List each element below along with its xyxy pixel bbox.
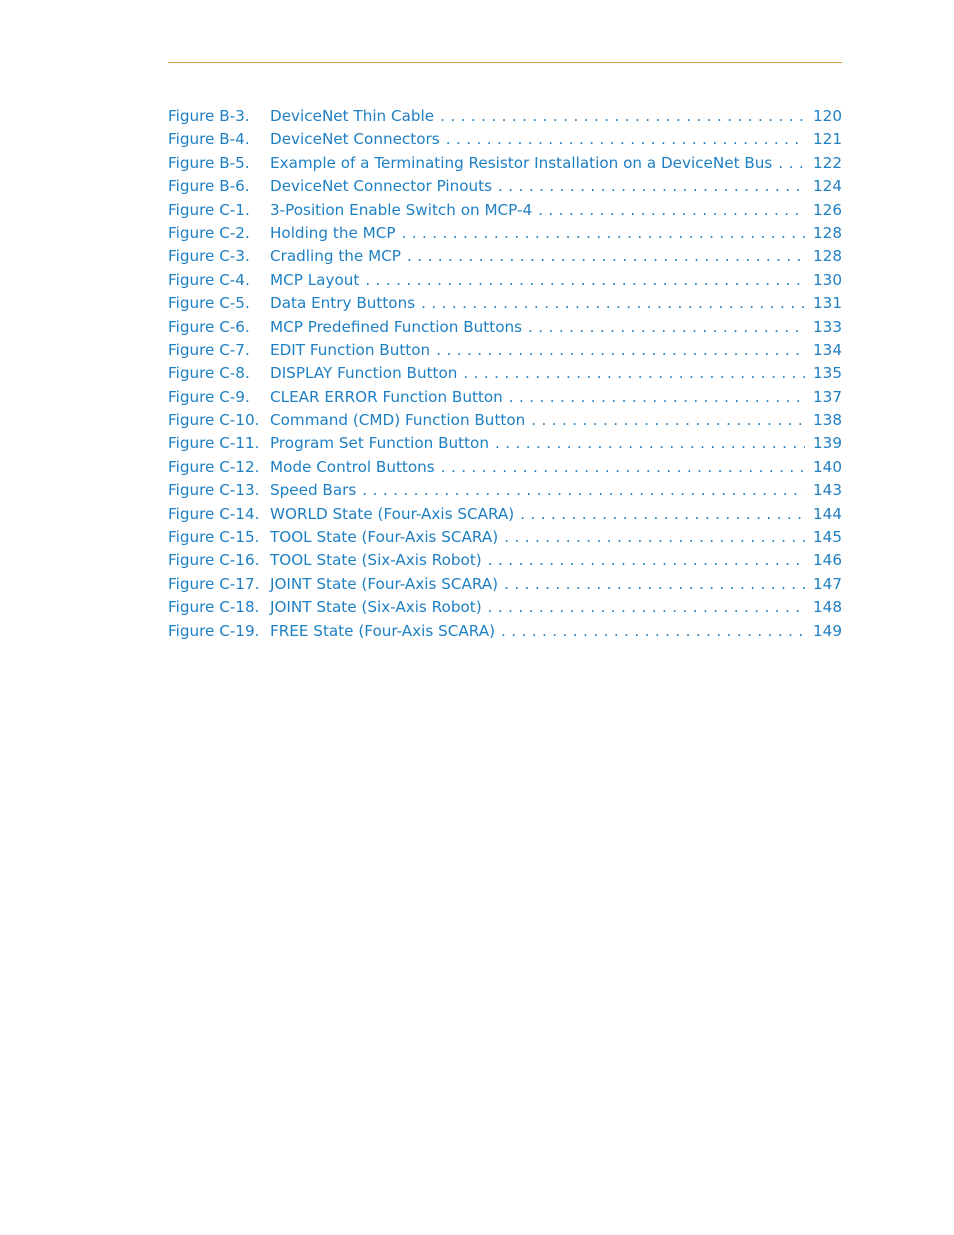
figure-entry-b-4[interactable] <box>168 128 842 151</box>
page-number: 124 <box>813 177 842 196</box>
figure-title: DeviceNet Thin Cable <box>270 107 435 125</box>
figure-number: Figure C-17. <box>168 574 260 593</box>
figure-entry-c-9[interactable] <box>168 386 842 409</box>
figure-title: Holding the MCP <box>270 223 396 242</box>
dot-leader <box>528 316 805 339</box>
figure-number: Figure C-7. <box>168 340 250 359</box>
figure-entry-c-15[interactable] <box>168 526 842 549</box>
figure-title: TOOL State (Four-Axis SCARA) <box>270 528 499 547</box>
figure-title: FREE State (Four-Axis SCARA) <box>270 621 496 640</box>
figure-entry-b-3[interactable] <box>168 105 842 128</box>
figure-number: Figure C-5. <box>168 294 250 313</box>
figure-number: Figure B-3. <box>168 107 250 125</box>
figure-number: Figure C-8. <box>168 364 250 383</box>
page-number: 145 <box>813 528 842 547</box>
dot-leader <box>463 362 805 385</box>
figure-title: Program Set Function Button <box>270 434 489 453</box>
figure-number: Figure C-1. <box>168 200 250 219</box>
list-of-figures <box>168 105 842 643</box>
figure-number: Figure B-6. <box>168 177 250 196</box>
figure-entry-b-6[interactable] <box>168 175 842 198</box>
dot-leader <box>488 596 805 619</box>
dot-leader <box>488 549 805 572</box>
figure-title: DeviceNet Connector Pinouts <box>270 177 493 196</box>
figure-number: Figure C-3. <box>168 247 250 266</box>
page-number: 135 <box>813 364 842 383</box>
page-number: 120 <box>813 107 842 125</box>
header-rule <box>168 62 842 63</box>
dot-leader <box>531 409 805 432</box>
page-number: 133 <box>813 317 842 336</box>
page-number: 148 <box>813 598 842 617</box>
page-number: 126 <box>813 200 842 219</box>
figure-title: MCP Layout <box>270 270 360 289</box>
figure-title: EDIT Function Button <box>270 340 431 359</box>
figure-entry-c-11[interactable] <box>168 432 842 455</box>
figure-number: Figure B-5. <box>168 153 250 172</box>
dot-leader <box>440 105 805 128</box>
figure-entry-b-5[interactable] <box>168 152 842 175</box>
figure-title: Data Entry Buttons <box>270 294 416 313</box>
page-number: 128 <box>813 247 842 266</box>
figure-entry-c-12[interactable] <box>168 456 842 479</box>
figure-number: Figure C-14. <box>168 504 260 523</box>
page-number: 122 <box>813 153 842 172</box>
figure-number: Figure C-6. <box>168 317 250 336</box>
page-number: 137 <box>813 387 842 406</box>
figure-number: Figure C-9. <box>168 387 250 406</box>
figure-title: Cradling the MCP <box>270 247 401 266</box>
figure-number: Figure C-2. <box>168 223 250 242</box>
dot-leader <box>520 503 805 526</box>
figure-entry-c-8[interactable] <box>168 362 842 385</box>
page-number: 146 <box>813 551 842 570</box>
figure-title: 3-Position Enable Switch on MCP-4 <box>270 200 533 219</box>
figure-entry-c-17[interactable] <box>168 573 842 596</box>
dot-leader <box>509 386 805 409</box>
dot-leader <box>498 175 805 198</box>
figure-title: DISPLAY Function Button <box>270 364 458 383</box>
dot-leader <box>501 620 805 643</box>
figure-number: Figure C-4. <box>168 270 250 289</box>
page-number: 139 <box>813 434 842 453</box>
dot-leader <box>407 245 805 268</box>
figure-entry-c-1[interactable] <box>168 199 842 222</box>
figure-title: WORLD State (Four-Axis SCARA) <box>270 504 515 523</box>
page-number: 121 <box>813 130 842 149</box>
figure-number: Figure C-10. <box>168 411 260 430</box>
figure-number: Figure C-11. <box>168 434 260 453</box>
dot-leader <box>495 432 805 455</box>
dot-leader <box>365 269 805 292</box>
page-number: 130 <box>813 270 842 289</box>
page-number: 134 <box>813 340 842 359</box>
figure-title: Command (CMD) Function Button <box>270 411 526 430</box>
dot-leader <box>441 456 805 479</box>
figure-title: Example of a Terminating Resistor Installation on a DeviceNet Bus <box>270 153 773 172</box>
figure-entry-c-5[interactable] <box>168 292 842 315</box>
figure-number: Figure B-4. <box>168 130 250 149</box>
dot-leader <box>446 128 805 151</box>
figure-entry-c-19[interactable] <box>168 620 842 643</box>
page-number: 128 <box>813 223 842 242</box>
figure-entry-c-2[interactable] <box>168 222 842 245</box>
figure-entry-c-14[interactable] <box>168 503 842 526</box>
page-number: 138 <box>813 411 842 430</box>
page-number: 149 <box>813 621 842 640</box>
figure-entry-c-13[interactable] <box>168 479 842 502</box>
dot-leader <box>538 199 805 222</box>
figure-number: Figure C-13. <box>168 481 260 500</box>
figure-title: DeviceNet Connectors <box>270 130 440 149</box>
page-number: 140 <box>813 457 842 476</box>
dot-leader <box>362 479 805 502</box>
figure-title: CLEAR ERROR Function Button <box>270 387 503 406</box>
dot-leader <box>504 573 805 596</box>
figure-title: JOINT State (Six-Axis Robot) <box>270 598 482 617</box>
page-number: 131 <box>813 294 842 313</box>
figure-number: Figure C-19. <box>168 621 260 640</box>
dot-leader <box>504 526 805 549</box>
figure-number: Figure C-12. <box>168 457 260 476</box>
page-number: 147 <box>813 574 842 593</box>
figure-title: MCP Predefined Function Buttons <box>270 317 523 336</box>
page-number: 143 <box>813 481 842 500</box>
dot-leader <box>778 152 805 175</box>
figure-entry-c-18[interactable] <box>168 596 842 619</box>
page-number: 144 <box>813 504 842 523</box>
figure-title: Speed Bars <box>270 481 357 500</box>
figure-number: Figure C-15. <box>168 528 260 547</box>
figure-entry-c-4[interactable] <box>168 269 842 292</box>
dot-leader <box>436 339 805 362</box>
figure-number: Figure C-16. <box>168 551 260 570</box>
dot-leader <box>421 292 805 315</box>
figure-entry-c-6[interactable] <box>168 316 842 339</box>
dot-leader <box>402 222 805 245</box>
figure-title: TOOL State (Six-Axis Robot) <box>270 551 482 570</box>
figure-title: Mode Control Buttons <box>270 457 435 476</box>
figure-entry-c-16[interactable] <box>168 549 842 572</box>
figure-entry-c-3[interactable] <box>168 245 842 268</box>
figure-entry-c-7[interactable] <box>168 339 842 362</box>
figure-entry-c-10[interactable] <box>168 409 842 432</box>
figure-title: JOINT State (Four-Axis SCARA) <box>270 574 499 593</box>
figure-number: Figure C-18. <box>168 598 260 617</box>
